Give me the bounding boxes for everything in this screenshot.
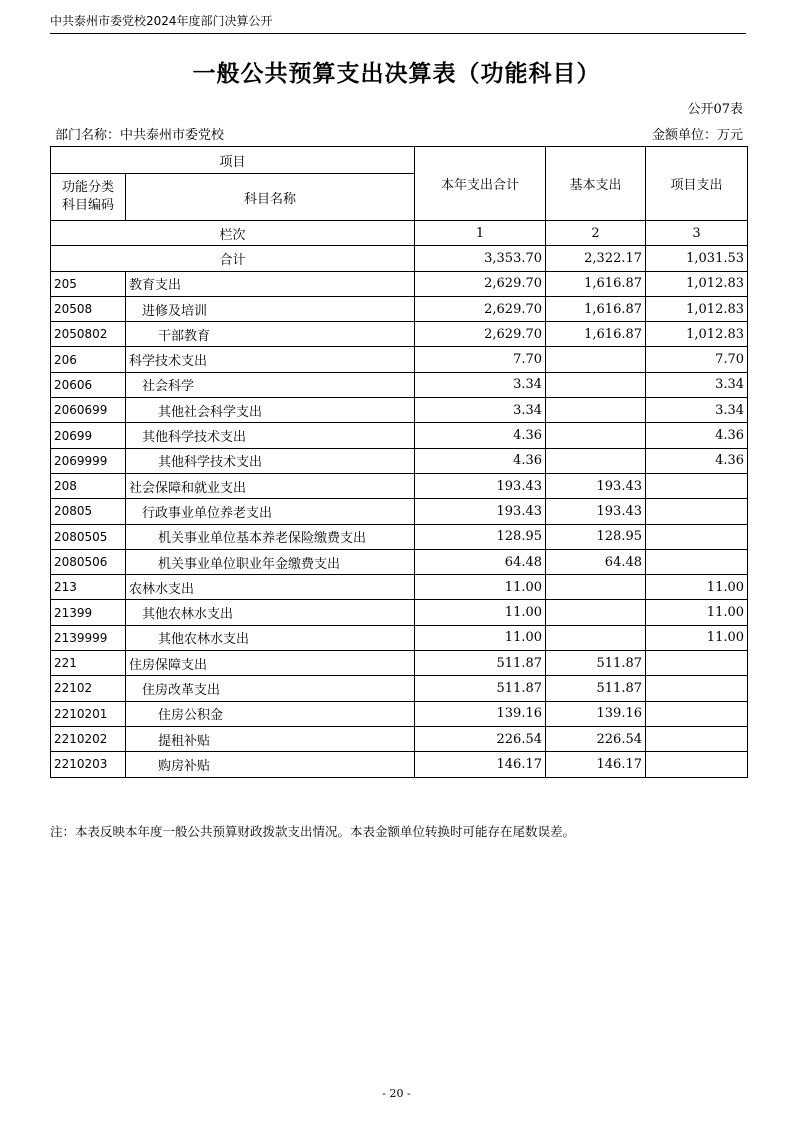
row-total: 2,629.70 (415, 296, 546, 321)
seq-c3: 3 (646, 221, 748, 246)
table-row (51, 651, 748, 676)
header-func-code-line1: 功能分类 (61, 180, 114, 195)
running-header: 中共泰州市委党校2024年度部门决算公开 (50, 14, 273, 28)
table-row (51, 726, 748, 751)
header-func-code-line2: 科目编码 (61, 198, 114, 213)
row-basic (546, 575, 646, 600)
row-total: 3.34 (415, 372, 546, 397)
table-row (51, 271, 748, 296)
table-row (51, 398, 748, 423)
seq-c2: 2 (546, 221, 646, 246)
row-project: 3.34 (646, 372, 748, 397)
row-name: 教育支出 (126, 271, 415, 296)
row-project: 7.70 (646, 347, 748, 372)
total-amount: 3,353.70 (415, 246, 546, 271)
row-project (646, 726, 748, 751)
row-code: 21399 (51, 600, 126, 625)
row-project (646, 701, 748, 726)
row-project: 11.00 (646, 625, 748, 650)
row-name: 机关事业单位基本养老保险缴费支出 (126, 524, 415, 549)
row-name: 行政事业单位养老支出 (126, 499, 415, 524)
row-basic: 193.43 (546, 473, 646, 498)
row-name: 住房改革支出 (126, 676, 415, 701)
row-project (646, 676, 748, 701)
row-code: 206 (51, 347, 126, 372)
page-title: 一般公共预算支出决算表（功能科目） (192, 60, 601, 87)
row-total: 2,629.70 (415, 271, 546, 296)
row-basic (546, 372, 646, 397)
row-code: 2080505 (51, 524, 126, 549)
row-total: 64.48 (415, 549, 546, 574)
row-total: 11.00 (415, 625, 546, 650)
row-total: 511.87 (415, 676, 546, 701)
row-code: 20606 (51, 372, 126, 397)
row-basic: 128.95 (546, 524, 646, 549)
row-basic: 1,616.87 (546, 271, 646, 296)
row-total: 193.43 (415, 473, 546, 498)
row-project (646, 524, 748, 549)
row-name: 购房补贴 (126, 752, 415, 777)
row-name: 其他农林水支出 (126, 600, 415, 625)
header-row-top (51, 147, 748, 174)
row-code: 2210201 (51, 701, 126, 726)
total-basic: 2,322.17 (546, 246, 646, 271)
table-row (51, 347, 748, 372)
department-label: 部门名称：中共泰州市委党校 (55, 128, 225, 143)
table-row (51, 625, 748, 650)
row-name: 其他科学技术支出 (126, 448, 415, 473)
header-total: 本年支出合计 (415, 147, 546, 221)
row-basic: 193.43 (546, 499, 646, 524)
seq-row (51, 221, 748, 246)
header-basic: 基本支出 (546, 147, 646, 221)
table-row (51, 549, 748, 574)
row-project (646, 752, 748, 777)
row-total: 146.17 (415, 752, 546, 777)
seq-label: 栏次 (51, 221, 415, 246)
table-row (51, 322, 748, 347)
row-total: 139.16 (415, 701, 546, 726)
row-basic (546, 600, 646, 625)
row-name: 提租补贴 (126, 726, 415, 751)
table-row (51, 600, 748, 625)
row-total: 11.00 (415, 600, 546, 625)
row-code: 205 (51, 271, 126, 296)
row-project (646, 549, 748, 574)
table-row (51, 372, 748, 397)
row-project: 3.34 (646, 398, 748, 423)
row-total: 2,629.70 (415, 322, 546, 347)
row-basic (546, 398, 646, 423)
row-total: 7.70 (415, 347, 546, 372)
row-project (646, 473, 748, 498)
row-code: 22102 (51, 676, 126, 701)
row-basic: 146.17 (546, 752, 646, 777)
row-total: 4.36 (415, 423, 546, 448)
row-project: 11.00 (646, 575, 748, 600)
row-basic: 511.87 (546, 651, 646, 676)
total-label: 合计 (51, 246, 415, 271)
row-code: 2060699 (51, 398, 126, 423)
row-code: 221 (51, 651, 126, 676)
header-item: 项目 (51, 147, 415, 174)
row-name: 农林水支出 (126, 575, 415, 600)
table-row (51, 473, 748, 498)
table-row (51, 752, 748, 777)
row-basic: 511.87 (546, 676, 646, 701)
table-row (51, 575, 748, 600)
header-subject-name: 科目名称 (126, 174, 415, 221)
row-name: 干部教育 (126, 322, 415, 347)
unit-label: 金额单位：万元 (651, 128, 743, 143)
header-func-code (51, 174, 126, 221)
header-project: 项目支出 (646, 147, 748, 221)
row-project: 4.36 (646, 448, 748, 473)
row-code: 2210203 (51, 752, 126, 777)
budget-table (50, 146, 748, 778)
row-project (646, 499, 748, 524)
row-total: 226.54 (415, 726, 546, 751)
total-row (51, 246, 748, 271)
table-row (51, 499, 748, 524)
row-project: 1,012.83 (646, 271, 748, 296)
row-project (646, 651, 748, 676)
row-code: 2080506 (51, 549, 126, 574)
row-code: 20508 (51, 296, 126, 321)
page-number: - 20 - (382, 1087, 411, 1100)
row-basic (546, 423, 646, 448)
table-note: 注：本表反映本年度一般公共预算财政拨款支出情况。本表金额单位转换时可能存在尾数误差。 (50, 824, 576, 839)
row-code: 208 (51, 473, 126, 498)
row-name: 其他农林水支出 (126, 625, 415, 650)
row-total: 511.87 (415, 651, 546, 676)
row-name: 机关事业单位职业年金缴费支出 (126, 549, 415, 574)
row-basic (546, 625, 646, 650)
row-name: 社会科学 (126, 372, 415, 397)
row-name: 其他社会科学支出 (126, 398, 415, 423)
row-basic: 226.54 (546, 726, 646, 751)
row-code: 20805 (51, 499, 126, 524)
row-basic (546, 347, 646, 372)
row-code: 213 (51, 575, 126, 600)
row-name: 其他科学技术支出 (126, 423, 415, 448)
row-total: 4.36 (415, 448, 546, 473)
row-name: 科学技术支出 (126, 347, 415, 372)
row-basic: 1,616.87 (546, 296, 646, 321)
row-name: 社会保障和就业支出 (126, 473, 415, 498)
table-row (51, 423, 748, 448)
row-total: 193.43 (415, 499, 546, 524)
table-row (51, 448, 748, 473)
row-code: 2210202 (51, 726, 126, 751)
header-rule (50, 33, 746, 34)
form-code: 公开07表 (687, 102, 743, 117)
row-basic: 64.48 (546, 549, 646, 574)
table-row (51, 296, 748, 321)
row-project: 1,012.83 (646, 322, 748, 347)
row-total: 128.95 (415, 524, 546, 549)
row-code: 20699 (51, 423, 126, 448)
row-basic: 139.16 (546, 701, 646, 726)
row-name: 住房保障支出 (126, 651, 415, 676)
row-code: 2069999 (51, 448, 126, 473)
table-row (51, 676, 748, 701)
row-code: 2050802 (51, 322, 126, 347)
row-basic (546, 448, 646, 473)
row-basic: 1,616.87 (546, 322, 646, 347)
row-name: 住房公积金 (126, 701, 415, 726)
total-project: 1,031.53 (646, 246, 748, 271)
row-total: 3.34 (415, 398, 546, 423)
row-total: 11.00 (415, 575, 546, 600)
row-code: 2139999 (51, 625, 126, 650)
seq-c1: 1 (415, 221, 546, 246)
row-project: 11.00 (646, 600, 748, 625)
row-project: 4.36 (646, 423, 748, 448)
table-row (51, 701, 748, 726)
table-row (51, 524, 748, 549)
row-name: 进修及培训 (126, 296, 415, 321)
row-project: 1,012.83 (646, 296, 748, 321)
